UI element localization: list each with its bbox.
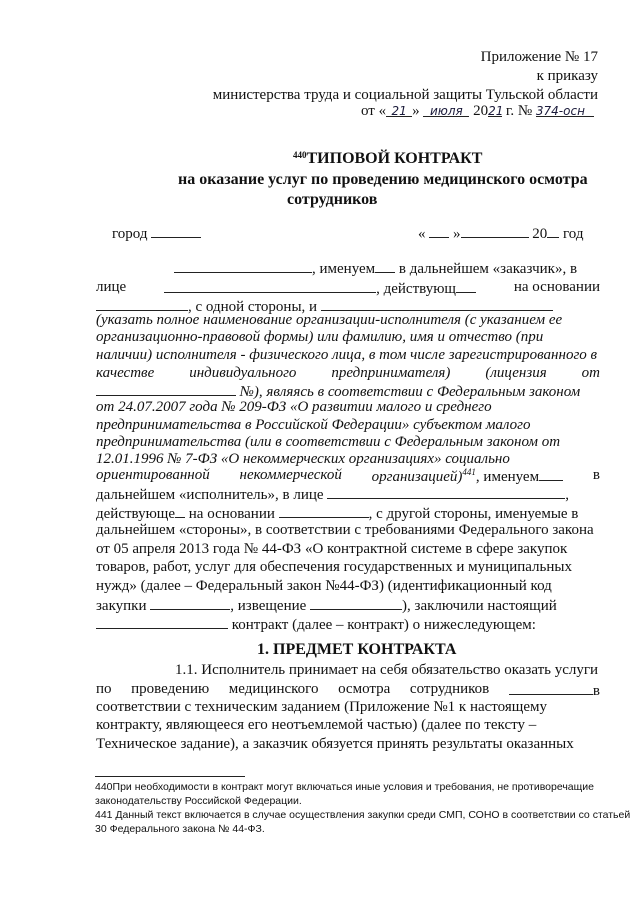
section-text: 1.1. Исполнитель принимает на себя обязательство оказать услуги [175, 662, 599, 678]
body-line: , с одной стороны, и [96, 296, 553, 317]
footnote-440: 440При необходимости в контракт могут включаться иные условия и требования, не противоречащие [95, 781, 594, 793]
section-text: соответствии с техническим заданием (Приложение №1 к настоящему [96, 699, 547, 715]
body-line: , именуем в дальнейшем «заказчик», в [174, 258, 577, 279]
order-label: к приказу [536, 68, 598, 84]
body-line: качестве индивидуального предпринимателя) (лицензия от [96, 365, 600, 381]
section-text: контракту, являющееся его неотъемлемой частью) (далее по тексту – [96, 717, 537, 733]
body-line: наличии) исполнителя - физического лица, в том числе зарегистрированного в [96, 347, 598, 363]
body-line: предпринимательства в Российской Федерации» субъектом малого [96, 417, 531, 433]
body-line: нужд» (далее – Федеральный закон №44-ФЗ) (идентификационный код [96, 578, 552, 594]
ministry-label: министерства труда и социальной защиты Тульской области [212, 87, 598, 103]
document-subtitle-2: сотрудников [287, 191, 378, 208]
contract-date-field: « » 20 год [418, 223, 583, 244]
order-date-line: от « 21 » июля 2021 г. № 374-осн [361, 102, 594, 121]
footnote-440-cont: законодательству Российской Федерации. [95, 795, 302, 807]
body-line: ориентированной некоммерческой организацией)$^{441}$, именуем в [96, 467, 600, 485]
body-line: дальнейшем «исполнитель», в лице , [96, 484, 569, 505]
order-number: 374-осн [536, 102, 594, 117]
body-line: организационно-правовой формы) или фамилию, имя и отчество (при [96, 329, 544, 345]
order-month: июля [423, 102, 469, 117]
footnote-441: 441 Данный текст включается в случае осуществления закупки среди СМП, СОНО в соответствии со статьей [95, 809, 631, 821]
order-year: 21 [488, 104, 504, 118]
body-line: 12.01.1996 № 7-ФЗ «О некоммерческих организациях» социально [96, 451, 510, 467]
order-day: 21 [386, 102, 412, 117]
body-line: от 24.07.2007 года № 209-ФЗ «О развитии малого и среднего [96, 399, 492, 415]
footnote-441-cont: 30 Федерального закона № 44-ФЗ. [95, 823, 265, 835]
body-line: №), являясь в соответствии с Федеральным законом [96, 381, 580, 402]
body-line: (указать полное наименование организации-исполнителя (с указанием ее [96, 312, 563, 328]
body-line: от 05 апреля 2013 года № 44-ФЗ «О контрактной системе в сфере закупок [96, 541, 568, 557]
section-text: Техническое задание), а заказчик обязуется принять результаты оказанных [96, 736, 574, 752]
section-text: по проведению медицинского осмотра сотрудников в [96, 681, 600, 699]
city-field: город [112, 223, 201, 244]
body-line: действующе на основании , с другой стороны, именуемые в [96, 503, 578, 524]
body-line: товаров, работ, услуг для обеспечения государственных и муниципальных [96, 559, 572, 575]
body-line: дальнейшем «стороны», в соответствии с требованиями Федерального закона [96, 522, 594, 538]
document-title: $^{440}$ТИПОВОЙ КОНТРАКТ [293, 150, 483, 167]
body-line: закупки , извещение ), заключили настоящий [96, 595, 557, 616]
footnote-divider [95, 776, 245, 777]
body-line: контракт (далее – контракт) о нижеследующем: [96, 614, 536, 635]
body-line: предпринимательства (или в соответствии с Федеральным законом от [96, 434, 561, 450]
body-line: лице , действующ на основании [96, 279, 600, 297]
section-heading: 1. ПРЕДМЕТ КОНТРАКТА [257, 641, 457, 658]
document-subtitle: на оказание услуг по проведению медицинского осмотра [178, 171, 588, 188]
appendix-label: Приложение № 17 [480, 49, 598, 65]
